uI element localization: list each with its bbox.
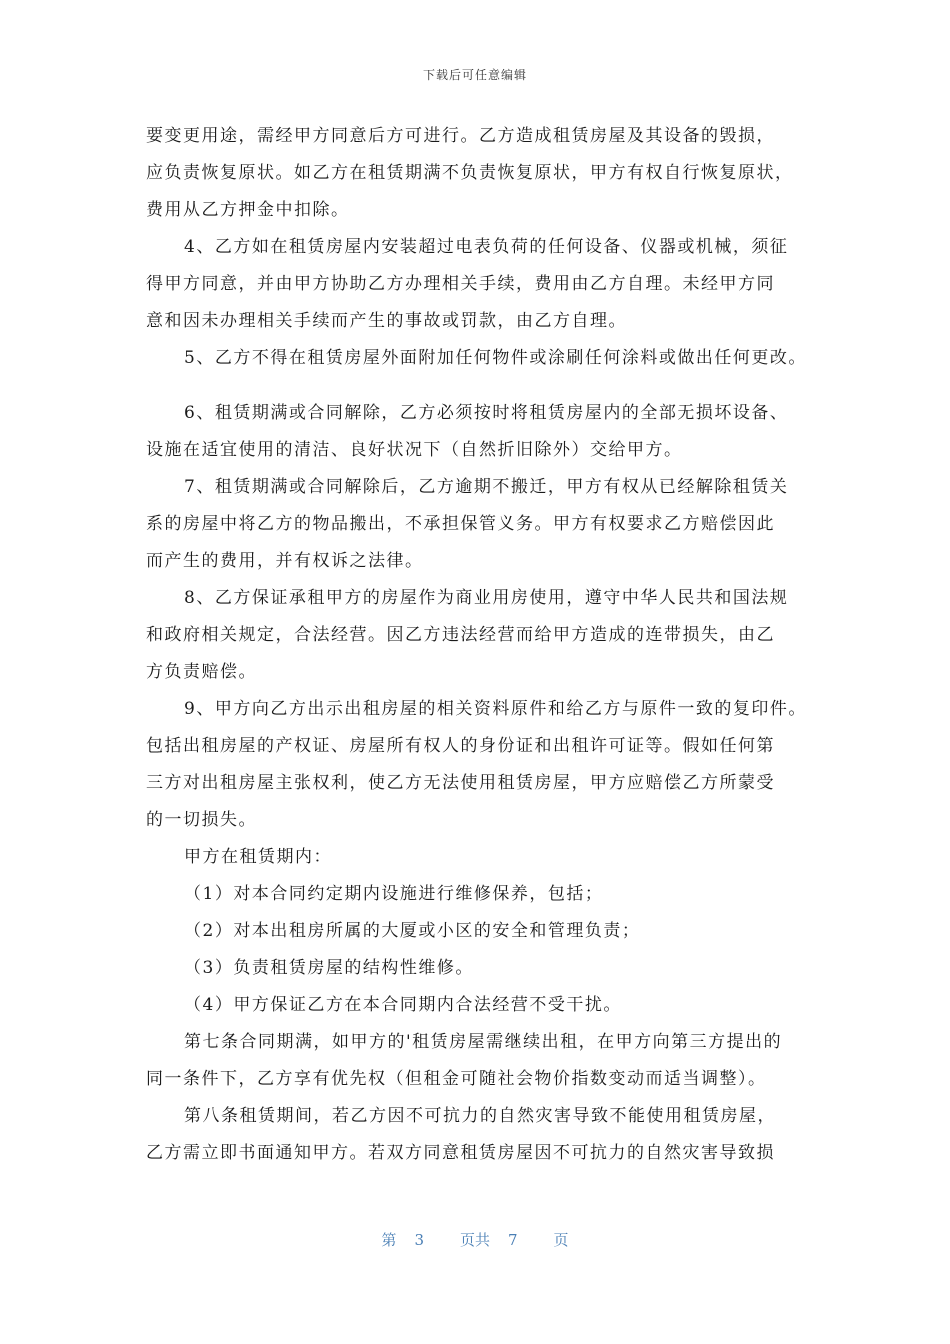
text-line: 6、租赁期满或合同解除，乙方必须按时将租赁房屋内的全部无损坏设备、	[184, 403, 789, 423]
text-line: 4、乙方如在租赁房屋内安装超过电表负荷的任何设备、仪器或机械，须征	[184, 237, 789, 257]
text-line: 方负责赔偿。	[146, 662, 257, 682]
text-line: 的一切损失。	[146, 810, 257, 830]
text-line: 5、乙方不得在租赁房屋外面附加任何物件或涂刷任何涂料或做出任何更改。	[184, 348, 807, 368]
text-line: 和政府相关规定，合法经营。因乙方违法经营而给甲方造成的连带损失，由乙	[146, 625, 775, 645]
text-line: 第八条租赁期间，若乙方因不可抗力的自然灾害导致不能使用租赁房屋，	[184, 1106, 776, 1126]
text-line: 甲方在租赁期内：	[184, 847, 332, 867]
page-header: 下载后可任意编辑	[422, 68, 527, 82]
text-line: 三方对出租房屋主张权利，使乙方无法使用租赁房屋，甲方应赔偿乙方所蒙受	[146, 773, 775, 793]
text-line: 意和因未办理相关手续而产生的事故或罚款，由乙方自理。	[146, 311, 627, 331]
text-line: 第七条合同期满，如甲方的'租赁房屋需继续出租，在甲方向第三方提出的	[184, 1032, 783, 1052]
text-line: 应负责恢复原状。如乙方在租赁期满不负责恢复原状，甲方有权自行恢复原状，	[146, 163, 794, 183]
text-line: 系的房屋中将乙方的物品搬出，不承担保管义务。甲方有权要求乙方赔偿因此	[146, 514, 775, 534]
text-line: 7、租赁期满或合同解除后，乙方逾期不搬迁，甲方有权从已经解除租赁关	[184, 477, 789, 497]
text-line: 9、甲方向乙方出示出租房屋的相关资料原件和给乙方与原件一致的复印件。	[184, 699, 807, 719]
paragraph-gap	[146, 377, 826, 395]
text-line: 要变更用途，需经甲方同意后方可进行。乙方造成租赁房屋及其设备的毁损，	[146, 126, 775, 146]
text-line: （3）负责租赁房屋的结构性维修。	[184, 958, 474, 978]
text-line: （1）对本合同约定期内设施进行维修保养，包括；	[184, 884, 604, 904]
text-line: 包括出租房屋的产权证、房屋所有权人的身份证和出租许可证等。假如任何第	[146, 736, 775, 756]
footer-total-pages: 7	[508, 1231, 518, 1249]
footer-label-suffix: 页	[553, 1231, 569, 1249]
text-line: 8、乙方保证承租甲方的房屋作为商业用房使用，遵守中华人民共和国法规	[184, 588, 789, 608]
document-body	[146, 118, 826, 1172]
footer-label-middle: 页共	[459, 1231, 490, 1249]
text-line: 得甲方同意，并由甲方协助乙方办理相关手续，费用由乙方自理。未经甲方同	[146, 274, 775, 294]
footer-current-page: 3	[414, 1231, 424, 1249]
text-line: 同一条件下，乙方享有优先权（但租金可随社会物价指数变动而适当调整）。	[146, 1069, 767, 1089]
text-line: 设施在适宜使用的清洁、良好状况下（自然折旧除外）交给甲方。	[146, 440, 683, 460]
text-line: （4）甲方保证乙方在本合同期内合法经营不受干扰。	[184, 995, 622, 1015]
page-footer	[0, 1229, 950, 1250]
footer-label-prefix: 第	[381, 1231, 397, 1249]
text-line: 乙方需立即书面通知甲方。若双方同意租赁房屋因不可抗力的自然灾害导致损	[146, 1143, 775, 1163]
text-line: （2）对本出租房所属的大厦或小区的安全和管理负责；	[184, 921, 641, 941]
text-line: 费用从乙方押金中扣除。	[146, 200, 350, 220]
text-line: 而产生的费用，并有权诉之法律。	[146, 551, 424, 571]
